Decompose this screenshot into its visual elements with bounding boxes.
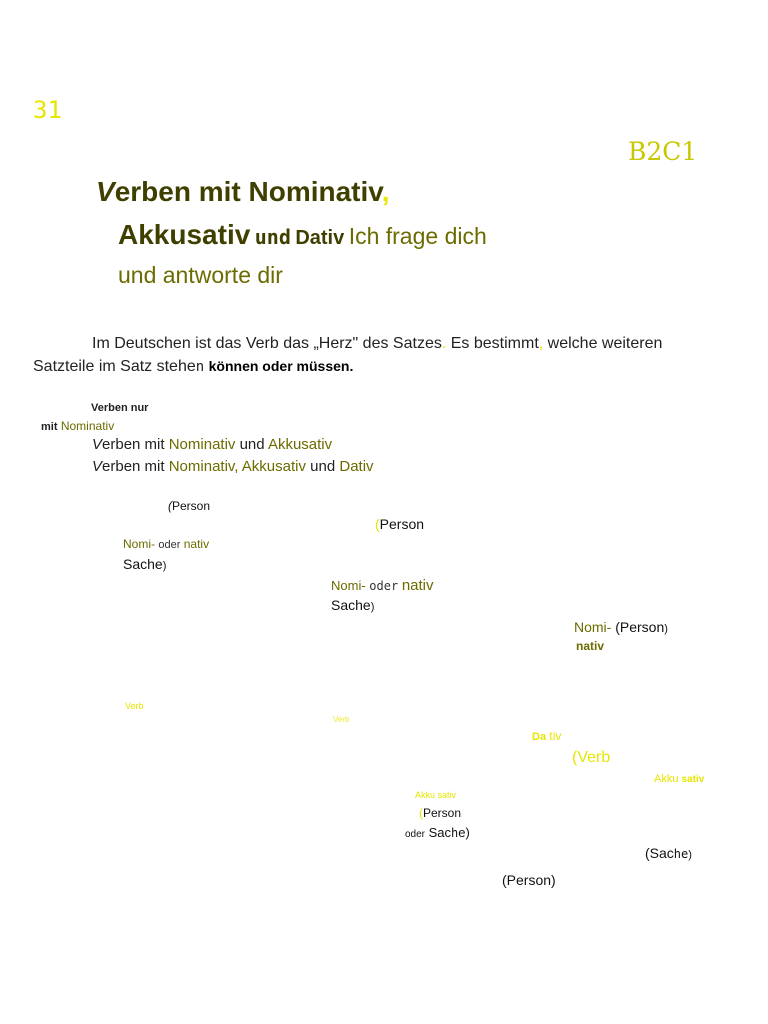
diagram-4-oder <box>405 825 470 840</box>
intro-comma: , <box>538 335 544 352</box>
subtitle-1: Ich frage dich <box>348 223 487 249</box>
intro-welche: welche weiteren <box>547 335 663 352</box>
d1-nativ: nativ <box>183 537 210 551</box>
d3-person: (Person <box>615 619 665 635</box>
d2-sache: Sache <box>331 597 371 613</box>
level-text: B2C <box>628 137 682 166</box>
diagram-4-person <box>419 806 461 820</box>
list-nom3: Nominativ, Akkusativ <box>168 458 306 475</box>
akku-label-1 <box>654 773 704 785</box>
d2-oder: oder <box>369 579 399 593</box>
akku-b: sativ <box>681 774 705 785</box>
title-comma: , <box>381 176 390 207</box>
verb-label-3: (Verb <box>572 749 611 766</box>
list-mit: mit <box>41 421 58 433</box>
list-verben: Verben nur <box>91 402 149 414</box>
title-akk: Akkusativ <box>118 219 251 250</box>
list-nom: Nominativ <box>60 419 115 433</box>
d1-nomi: Nomi- <box>123 537 155 551</box>
p4-person: Person <box>423 806 462 820</box>
level-digit: 1 <box>681 137 698 166</box>
p5-he: he <box>673 847 689 861</box>
diagram-2-nomi <box>331 577 434 594</box>
p4-h: h <box>451 826 459 840</box>
list-v3: V <box>92 458 103 475</box>
p4-oder: oder <box>405 829 426 840</box>
list-erben3: erben mit <box>102 458 165 475</box>
list-nom2: Nominativ <box>168 436 236 453</box>
list-und3: und <box>310 458 336 475</box>
intro-text-3: können oder müssen. <box>208 358 354 374</box>
intro-dot: . <box>441 335 447 352</box>
p5-close: ) <box>688 849 692 861</box>
title-line-2 <box>118 219 487 251</box>
list-v2: V <box>92 436 103 453</box>
dativ-label <box>532 729 561 743</box>
list-item-1b <box>41 419 114 433</box>
diagram-2-person <box>375 516 424 532</box>
d2-paren: ( <box>375 516 380 532</box>
verb-label-1: Verb <box>125 701 144 711</box>
d2-person: Person <box>379 516 425 532</box>
intro-n: n <box>195 359 205 375</box>
intro-line-2 <box>33 358 353 376</box>
title-line1: erben mit Nominativ <box>114 176 382 207</box>
diagram-2-sache <box>331 597 374 613</box>
d1-paren: ( <box>168 499 172 513</box>
dativ-b: tiv <box>549 729 562 743</box>
d1-oder: oder <box>158 539 181 551</box>
intro-line-1 <box>92 335 662 353</box>
akku-a: Akku <box>654 773 679 785</box>
d3-close: ) <box>664 623 668 635</box>
page-number: 31 <box>33 96 62 124</box>
d3-nomi: Nomi- <box>574 619 612 635</box>
d1-person: Person <box>172 499 211 513</box>
list-akk2: Akkusativ <box>267 436 333 453</box>
dativ-a: Da <box>532 731 547 743</box>
intro-text-1: Im Deutschen ist das Verb das „Herz" des Satzes <box>92 335 442 352</box>
akku2-a: Akku <box>415 790 436 800</box>
d2-close: ) <box>370 601 375 613</box>
list-item-1a <box>91 402 148 414</box>
list-dat3: Dativ <box>339 458 374 475</box>
list-und2: und <box>239 436 265 453</box>
p4-e: e) <box>458 825 470 840</box>
level-badge <box>628 137 697 167</box>
list-item-2 <box>92 436 332 453</box>
title-line-1 <box>96 176 390 208</box>
title-und: und <box>254 225 291 249</box>
subtitle-2: und antworte dir <box>118 262 283 288</box>
diagram-3-nomi <box>574 619 668 635</box>
d2-nativ: nativ <box>401 577 434 594</box>
list-item-3 <box>92 458 374 475</box>
intro-text-2: Satzteile im Satz stehe <box>33 358 196 375</box>
p5-open: (Sac <box>645 845 674 861</box>
p4-sac: Sac <box>428 825 452 840</box>
d1-close: ) <box>162 560 167 572</box>
diagram-1-sache <box>123 556 166 572</box>
diagram-1-nomi <box>123 537 209 551</box>
title-dativ: Dativ <box>295 227 345 249</box>
akku-label-2 <box>415 790 456 800</box>
diagram-1-person <box>168 499 210 513</box>
d1-sache: Sache <box>123 556 163 572</box>
diagram-5-sache <box>645 845 692 861</box>
title-v: V <box>96 176 115 207</box>
diagram-6-person: (Person) <box>502 872 556 888</box>
akku2-b: sativ <box>437 790 457 800</box>
verb-label-2: Verb <box>333 715 350 724</box>
intro-es: Es bestimmt <box>450 335 539 352</box>
list-erben2: erben mit <box>102 436 165 453</box>
diagram-3-nativ: nativ <box>576 639 605 653</box>
d2-nomi: Nomi- <box>331 578 366 593</box>
p4-paren: ( <box>419 806 423 820</box>
